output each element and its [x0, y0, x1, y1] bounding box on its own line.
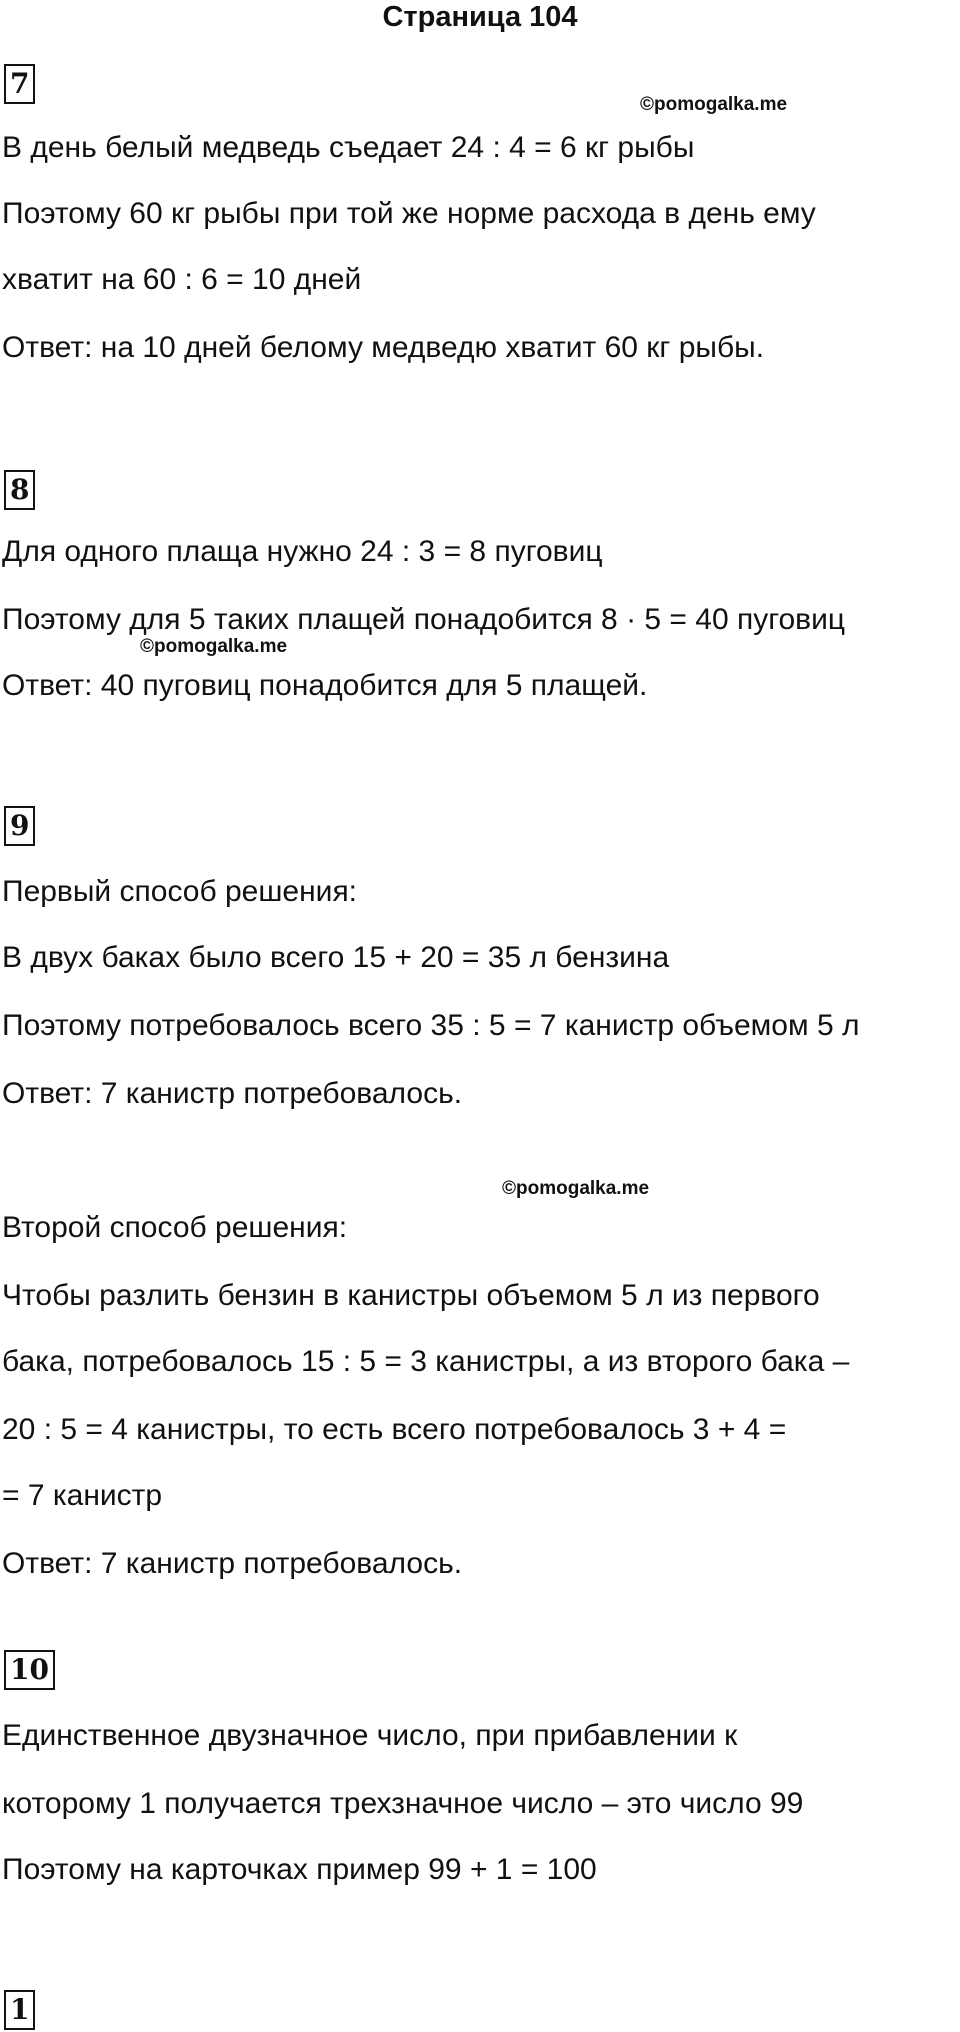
watermark: ©pomogalka.me — [502, 1178, 650, 1199]
task-8-line-3: Ответ: 40 пуговиц понадобится для 5 плащей. — [2, 669, 648, 702]
task-10-line-1: Единственное двузначное число, при прибавлении к — [2, 1719, 738, 1752]
task-7-line-2: Поэтому 60 кг рыбы при той же норме расхода в день ему — [2, 197, 816, 230]
task-9-line-4: Ответ: 7 канистр потребовалось. — [2, 1077, 463, 1110]
task-9-line-5: Второй способ решения: — [2, 1211, 348, 1244]
task-9-line-6: Чтобы разлить бензин в канистры объемом 5 л из первого — [2, 1279, 820, 1312]
task-9-line-3: Поэтому потребовалось всего 35 : 5 = 7 канистр объемом 5 л — [2, 1009, 860, 1042]
task-7-line-3: хватит на 60 : 6 = 10 дней — [2, 263, 362, 296]
task-7-line-1: В день белый медведь съедает 24 : 4 = 6 кг рыбы — [2, 131, 695, 164]
task-number-9: 9 — [4, 806, 35, 846]
task-number-1: 1 — [4, 1990, 35, 2030]
task-8-line-1: Для одного плаща нужно 24 : 3 = 8 пуговиц — [2, 535, 603, 568]
task-number-8: 8 — [4, 470, 35, 510]
watermark: ©pomogalka.me — [640, 94, 788, 115]
watermark: ©pomogalka.me — [140, 636, 288, 657]
task-number-10: 10 — [4, 1650, 55, 1690]
page-title: Страница 104 — [382, 1, 578, 33]
task-8-line-2: Поэтому для 5 таких плащей понадобится 8 · 5 = 40 пуговиц — [2, 603, 846, 636]
task-9-line-2: В двух баках было всего 15 + 20 = 35 л бензина — [2, 941, 670, 974]
task-9-line-9: = 7 канистр — [2, 1479, 163, 1512]
task-9-line-7: бака, потребовалось 15 : 5 = 3 канистры, а из второго бака – — [2, 1345, 850, 1378]
task-9-line-1: Первый способ решения: — [2, 875, 358, 908]
task-7-line-4: Ответ: на 10 дней белому медведю хватит 60 кг рыбы. — [2, 331, 765, 364]
task-number-7: 7 — [4, 64, 35, 104]
task-9-line-8: 20 : 5 = 4 канистры, то есть всего потребовалось 3 + 4 = — [2, 1413, 787, 1446]
task-10-line-3: Поэтому на карточках пример 99 + 1 = 100 — [2, 1853, 597, 1886]
task-10-line-2: которому 1 получается трехзначное число – это число 99 — [2, 1787, 804, 1820]
task-9-line-10: Ответ: 7 канистр потребовалось. — [2, 1547, 463, 1580]
